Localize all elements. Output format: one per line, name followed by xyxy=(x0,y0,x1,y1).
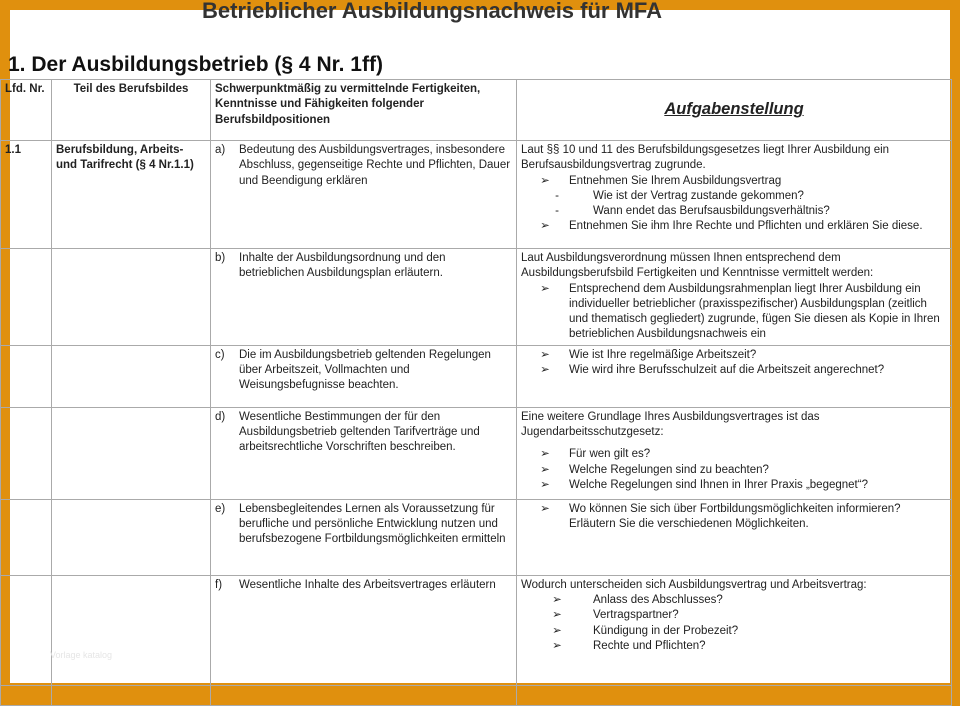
lfd-cell xyxy=(1,499,52,575)
task-bullet: Wie wird ihre Berufsschulzeit auf die Arbeitszeit angerechnet? xyxy=(569,364,885,377)
task-bullet: Vertragspartner? xyxy=(593,609,679,622)
document-title: Betrieblicher Ausbildungsnachweis für MFA xyxy=(202,0,663,23)
task-bullet: Für wen gilt es? xyxy=(569,448,651,461)
task-bullet: Rechte und Pflichten? xyxy=(593,639,706,652)
teil-cell xyxy=(52,685,211,705)
arrowhead-bullet-icon: ➢ xyxy=(552,639,562,652)
aufgabe-cell xyxy=(517,575,952,685)
task-subitem: Wann endet das Berufsausbildungsverhältnis? xyxy=(593,205,830,218)
teil-cell xyxy=(52,249,211,346)
task-intro: Laut §§ 10 und 11 des Berufsbildungsgesetzes liegt Ihrer Ausbildung ein Berufsausbildungsvertrag zugrunde. xyxy=(521,144,890,172)
dash-bullet-icon: - xyxy=(555,189,559,202)
arrowhead-bullet-icon: ➢ xyxy=(552,594,562,607)
header-teil: Teil des Berufsbildes xyxy=(52,80,211,141)
table-row xyxy=(1,345,952,407)
aufgabe-cell xyxy=(517,249,952,346)
teil-cell xyxy=(52,407,211,499)
lfd-cell: 1.1 xyxy=(1,141,52,249)
task-bullet: Entnehmen Sie Ihrem Ausbildungsvertrag xyxy=(569,174,782,187)
teil-cell xyxy=(52,499,211,575)
task-bullet: Welche Regelungen sind Ihnen in Ihrer Praxis „begegnet“? xyxy=(569,478,868,491)
task-bullet: Welche Regelungen sind zu beachten? xyxy=(569,463,769,476)
lfd-cell xyxy=(1,407,52,499)
schwerpunkt-cell xyxy=(211,575,517,685)
aufgabe-cell xyxy=(517,685,952,705)
table-row xyxy=(1,499,952,575)
item-letter: a) xyxy=(215,144,226,156)
task-bullet: Kündigung in der Probezeit? xyxy=(593,624,739,637)
header-lfd: Lfd. Nr. xyxy=(1,80,52,141)
arrowhead-bullet-icon: ➢ xyxy=(540,364,550,377)
arrowhead-bullet-icon: ➢ xyxy=(540,174,550,187)
arrowhead-bullet-icon: ➢ xyxy=(540,220,550,233)
dash-bullet-icon: - xyxy=(555,205,559,218)
item-text: Wesentliche Bestimmungen der für den Ausbildungsbetrieb geltenden Tarifverträge und arbeitsrechtliche Vorschriften beschreiben. xyxy=(239,410,480,454)
teil-cell: Berufsbildung, Arbeits- und Tarifrecht (§ 4 Nr.1.1) xyxy=(52,141,211,249)
item-text: Lebensbegleitendes Lernen als Voraussetzung für berufliche und persönliche Entwicklung nutzen und berufsbezogene Fortbildungsmöglichkeiten ermitteln xyxy=(239,502,506,546)
task-intro: Wodurch unterscheiden sich Ausbildungsvertrag und Arbeitsvertrag: xyxy=(521,578,867,591)
item-text: Inhalte der Ausbildungsordnung und den betrieblichen Ausbildungsplan erläutern. xyxy=(239,252,446,280)
schwerpunkt-cell xyxy=(211,685,517,705)
item-text: Die im Ausbildungsbetrieb geltenden Regelungen über Arbeitszeit, Vollmachten und Weisungsbefugnisse beachten. xyxy=(239,348,491,392)
arrowhead-bullet-icon: ➢ xyxy=(540,478,550,491)
table-row xyxy=(1,407,952,499)
table-row xyxy=(1,575,952,685)
item-letter: c) xyxy=(215,348,225,361)
lfd-cell xyxy=(1,685,52,705)
watermark: Vorlage katalog xyxy=(50,650,113,660)
teil-cell xyxy=(52,345,211,407)
document-page xyxy=(5,0,950,683)
schwerpunkt-cell xyxy=(211,499,517,575)
table-header-row xyxy=(1,80,952,141)
task-bullet: Anlass des Abschlusses? xyxy=(593,594,723,607)
item-letter: e) xyxy=(215,502,226,515)
task-intro: Eine weitere Grundlage Ihres Ausbildungsvertrages ist das Jugendarbeitsschutzgesetz: xyxy=(521,410,820,439)
task-intro: Laut Ausbildungsverordnung müssen Ihnen entsprechend dem Ausbildungsberufsbild Fertigkeiten und Kenntnisse vermittelt werden: xyxy=(521,252,874,280)
arrowhead-bullet-icon: ➢ xyxy=(540,282,550,295)
arrowhead-bullet-icon: ➢ xyxy=(552,609,562,622)
task-bullet: Wo können Sie sich über Fortbildungsmöglichkeiten informieren? Erläutern Sie die verschiedenen Möglichkeiten. xyxy=(569,502,901,531)
schwerpunkt-cell xyxy=(211,407,517,499)
aufgabe-cell xyxy=(517,345,952,407)
lfd-cell xyxy=(1,575,52,685)
schwerpunkt-cell xyxy=(211,345,517,407)
arrowhead-bullet-icon: ➢ xyxy=(540,448,550,461)
table-row xyxy=(1,249,952,346)
item-text: Bedeutung des Ausbildungsvertrages, insbesondere Abschluss, gegenseitige Rechte und Pflichten, Dauer und Beendigung erklären xyxy=(239,144,511,187)
arrowhead-bullet-icon: ➢ xyxy=(552,624,562,637)
section-title: 1. Der Ausbildungsbetrieb (§ 4 Nr. 1ff) xyxy=(8,53,383,76)
header-aufgabenstellung: Aufgabenstellung xyxy=(517,80,952,141)
training-table xyxy=(0,79,952,706)
item-text: Wesentliche Inhalte des Arbeitsvertrages erläutern xyxy=(239,578,496,591)
arrowhead-bullet-icon: ➢ xyxy=(540,348,550,361)
item-letter: f) xyxy=(215,578,223,591)
lfd-cell xyxy=(1,345,52,407)
schwerpunkt-cell xyxy=(211,249,517,346)
task-bullet: Wie ist Ihre regelmäßige Arbeitszeit? xyxy=(569,348,757,361)
teil-cell xyxy=(52,575,211,685)
table-row xyxy=(1,685,952,705)
task-subitem: Wie ist der Vertrag zustande gekommen? xyxy=(593,189,804,202)
aufgabe-cell xyxy=(517,499,952,575)
table-row xyxy=(1,141,952,249)
aufgabe-cell xyxy=(517,407,952,499)
arrowhead-bullet-icon: ➢ xyxy=(540,502,550,515)
task-bullet: Entsprechend dem Ausbildungsrahmenplan liegt Ihrer Ausbildung ein individueller betrieblicher (praxisspezifischer) Ausbildungsplan (zeitlich und thematisch gegliedert) zugrunde, fügen Sie diesen als Kopie in Ihren betrieblichen Ausbildungsnachweis ein xyxy=(569,282,940,341)
header-schwerpunkt: Schwerpunktmäßig zu vermittelnde Fertigkeiten, Kenntnisse und Fähigkeiten folgender Berufsbildpositionen xyxy=(211,80,517,141)
task-bullet: Entnehmen Sie ihm Ihre Rechte und Pflichten und erklären Sie diese. xyxy=(569,220,923,233)
schwerpunkt-cell xyxy=(211,141,517,249)
item-letter: b) xyxy=(215,252,226,264)
aufgabe-cell xyxy=(517,141,952,249)
arrowhead-bullet-icon: ➢ xyxy=(540,463,550,476)
item-letter: d) xyxy=(215,410,226,423)
lfd-cell xyxy=(1,249,52,346)
